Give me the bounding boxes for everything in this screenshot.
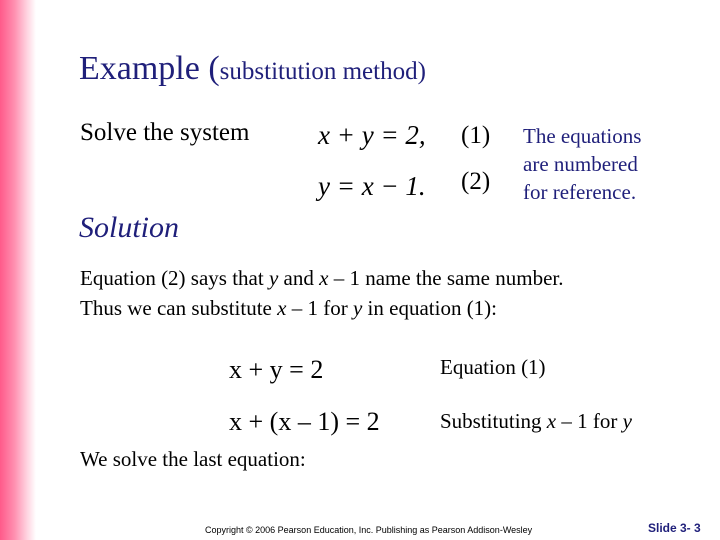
step-equation-2: x + (x – 1) = 2 <box>229 407 380 436</box>
text-run: – 1 name the same number. <box>328 266 564 290</box>
solution-heading: Solution <box>79 211 180 244</box>
variable: y <box>352 296 363 320</box>
equation-number-2: (2) <box>461 168 491 195</box>
system-equation-2: y = x − 1. <box>318 171 426 201</box>
text-run: and <box>278 266 320 290</box>
step-note-2 <box>440 411 632 432</box>
text-run: Substituting <box>440 409 547 433</box>
step-note-1: Equation (1) <box>440 355 546 379</box>
numbering-note <box>523 122 673 206</box>
closing-sentence: We solve the last equation: <box>80 447 306 471</box>
paragraph-line-1 <box>80 263 563 293</box>
slide-number: Slide 3- 3 <box>648 521 701 535</box>
text-run: Thus we can substitute <box>80 296 278 320</box>
text-run: in equation (1): <box>362 296 498 320</box>
variable: y <box>622 409 632 433</box>
numbering-note-line: are numbered <box>523 152 638 176</box>
problem-label: Solve the system <box>80 119 250 146</box>
text-run: – 1 for <box>556 409 623 433</box>
text-run: Equation (2) says that <box>80 266 269 290</box>
numbering-note-line: The equations <box>523 124 642 148</box>
paragraph-line-2 <box>80 293 563 323</box>
text-run: – 1 for <box>286 296 353 320</box>
variable: x <box>319 266 329 290</box>
solution-paragraph <box>80 263 563 323</box>
variable: y <box>268 266 279 290</box>
equation-number-1: (1) <box>461 122 491 149</box>
slide-title-sub: substitution method) <box>219 58 426 85</box>
variable: x <box>546 409 557 433</box>
copyright-footer: Copyright © 2006 Pearson Education, Inc. Publishing as Pearson Addison-Wesley <box>205 525 533 535</box>
slide-title-main: Example ( <box>79 50 220 87</box>
slide-title <box>79 52 426 86</box>
numbering-note-line: for reference. <box>523 180 637 204</box>
variable: x <box>277 296 287 320</box>
step-equation-1: x + y = 2 <box>229 355 324 384</box>
system-equation-1: x + y = 2, <box>318 120 426 150</box>
decorative-side-bar <box>0 0 36 540</box>
